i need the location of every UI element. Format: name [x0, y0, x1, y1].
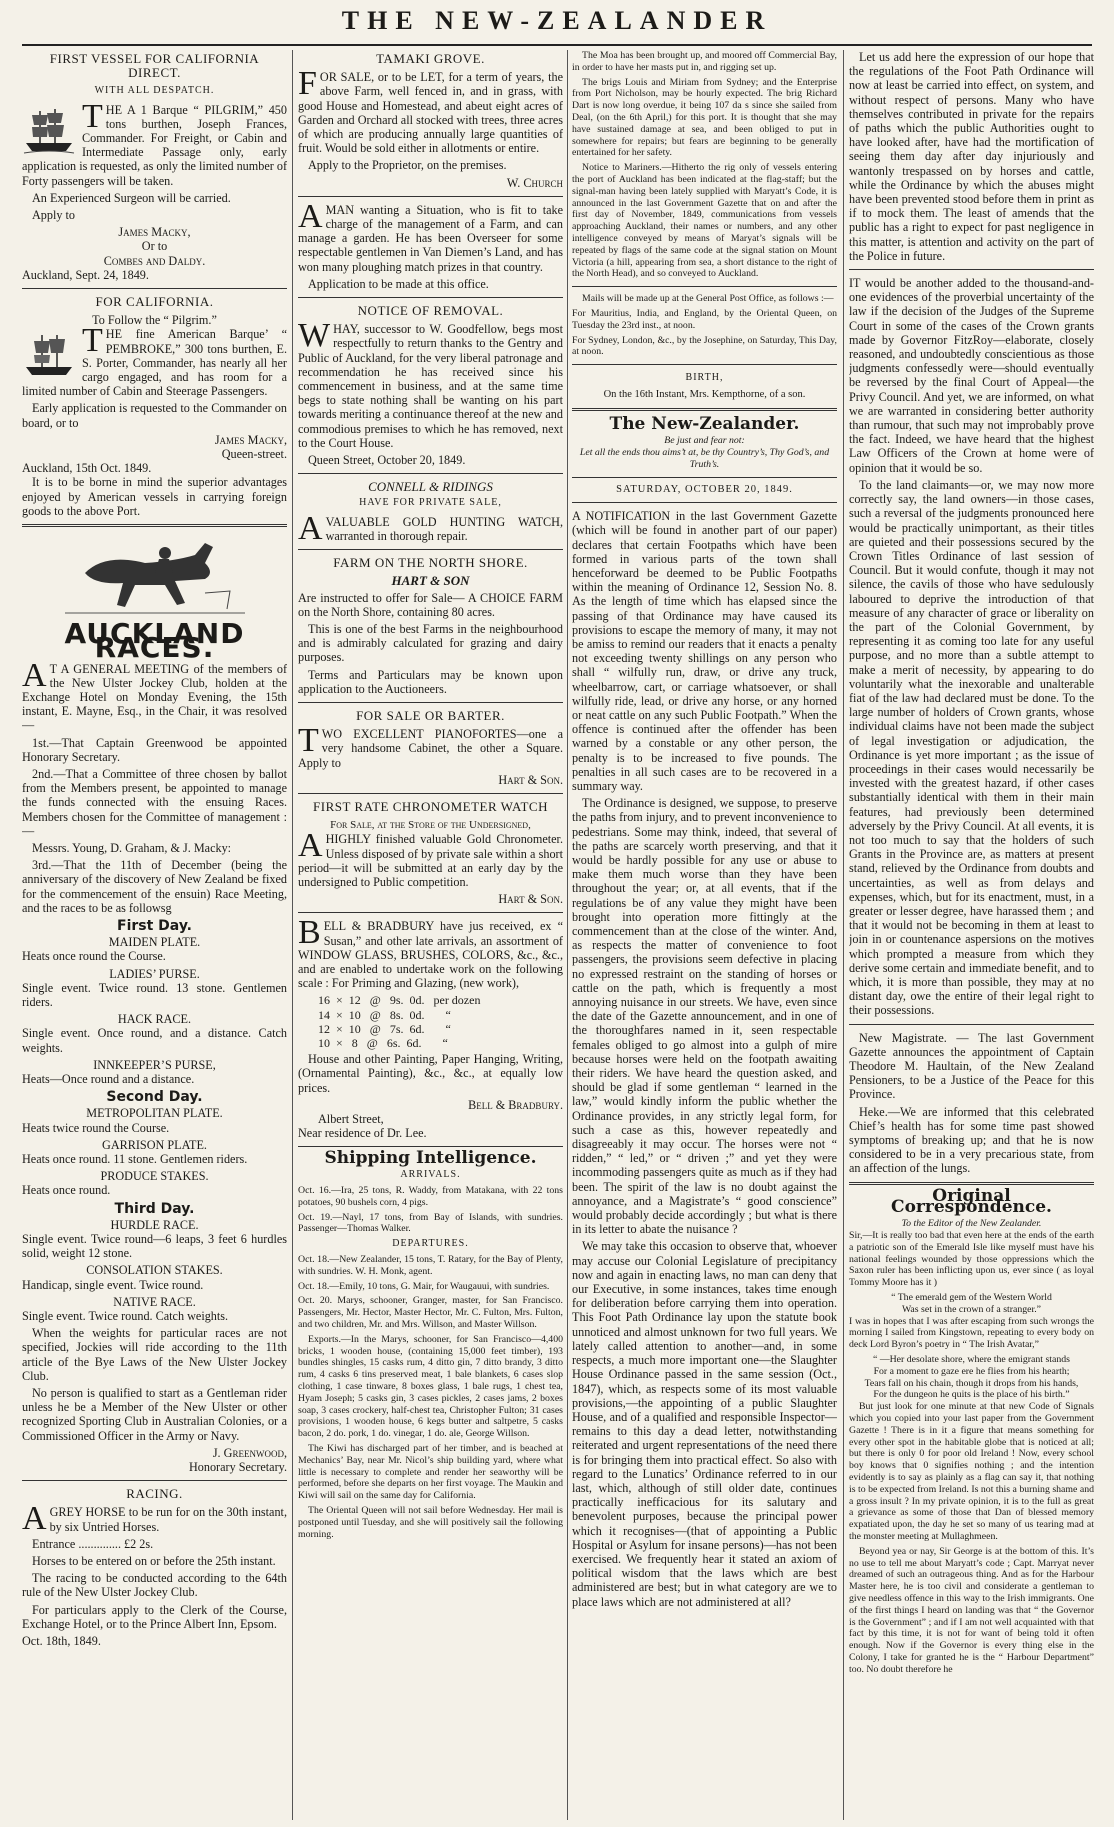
correspondence-section — [849, 1185, 1094, 1676]
tamaki-advert — [298, 52, 563, 190]
bell-address: Albert Street, — [318, 1112, 384, 1126]
column-divider — [843, 50, 844, 1820]
racing-body: AGREY HORSE to be run for on the 30th instant, by six Untried Horses. — [22, 1500, 287, 1538]
shipping-section — [298, 1148, 563, 1540]
column-1 — [22, 50, 287, 1820]
tamaki-signature: W. Church — [506, 175, 563, 190]
paper-title: The New-Zealander. — [609, 413, 800, 434]
california-advert — [22, 295, 287, 518]
divider — [298, 473, 563, 474]
departure-item: Oct. 18.—New Zealander, 15 tons, T. Ratary, for the Bay of Plenty, with sundries. W. H. Monk, agent. — [298, 1253, 563, 1277]
race-name: HURDLE RACE. — [110, 1217, 199, 1232]
racehorse-illustration — [55, 533, 255, 623]
verse-line: Was set in the crown of a stranger.” — [901, 1303, 1042, 1315]
bell-body2: House and other Painting, Paper Hanging, Writing, (Ornamental Painting), &c., &c., at equally low prices. — [298, 1052, 563, 1095]
connell-body: AVALUABLE GOLD HUNTING WATCH, warranted in thorough repair. — [298, 509, 563, 547]
masthead-rule — [22, 44, 1092, 46]
farm-body2: This is one of the best Farms in the neighbourhood and is admirably calculated for grazing and dairy purposes. — [298, 621, 563, 665]
races-signature: J. Greenwood, — [212, 1445, 287, 1460]
removal-date: Queen Street, October 20, 1849. — [308, 453, 466, 468]
divider — [572, 364, 837, 365]
divider — [22, 1480, 287, 1481]
verse-line: Tears fall on his chain, though it drops from his hands, — [864, 1377, 1079, 1389]
editorial-paragraph: The Ordinance is designed, we suppose, to preserve the paths from injury, and to prevent inconvenience to pedestrians. Some may think, indeed, that several of the paths are scarcely worth preserving, and that it would be hardly possible for any use or abuse to make them much worse than they have been throughout the year; or, at all events, that if the regulations be of any value they might have been brought into operation more fittingly at the commencement than at the close of the winter. And, as respects the matter of convenience to foot passengers, the provisions seem defective in placing no expressed restraint on the standing of horses or cattle on the path, which is frequently a most annoying nuisance in our streets. We have, even since the date of the Gazette announcement, and in one of the thoroughfares named in it, seen respectable females obliged to go almost into a gulph of mire because horses were held on the footpath awaiting their riders. We have heard the question asked, and should be glad if some gentleman “ learned in the law,” would kindly inform the public whether the Ordinance provides, in any strictly legal form, for such a case as this, however repeatedly and disagreeably it may occur. The horses were not “ ridden,” “ led,” or “ driven ;” and yet they were incommoding passengers quite as much as if they had been. The spirit of the law is no doubt against the annoyance, and a Magistrate’s “ good conscience” would probably decide accordingly ; but what is there in its letter to abate the nuisance ? — [572, 796, 837, 1237]
vessel-body: THE A 1 Barque “ PILGRIM,” 450 tons burthen, Joseph Frances, Commander. For Freight, or Cabin and Intermediate Passage only, early application is requested, as only the limited number of Forty passengers will be taken. — [22, 97, 287, 188]
california-follow: To Follow the “ Pilgrim.” — [92, 313, 217, 328]
price-row: 10 × 8 @ 6s. 6d. “ — [318, 1035, 448, 1050]
vessel-body2: An Experienced Surgeon will be carried. — [32, 190, 231, 205]
mail-item: For Mauritius, India, and England, by the Oriental Queen, on Tuesday the 23rd inst., at noon. — [572, 307, 837, 331]
mail-item: For Sydney, London, &c., by the Josephine, on Saturday, This Day, at noon. — [572, 334, 837, 358]
divider — [298, 912, 563, 913]
column-divider — [567, 50, 568, 1820]
moa-note: The Moa has been brought up, and moored off Commercial Bay, in order to have her masts put in, and rigging set up. — [572, 50, 837, 73]
race-detail: Single event. Twice round—6 leaps, 3 feet 6 hurdles solid, weight 12 stone. — [22, 1232, 287, 1261]
column-divider — [292, 50, 293, 1820]
race-detail: Single event. Twice round. Catch weights. — [22, 1309, 229, 1324]
racing-date: Oct. 18th, 1849. — [22, 1634, 101, 1649]
racing-body4: For particulars apply to the Clerk of the Course, Exchange Hotel, or to the Prince Albert Inn, Epsom. — [22, 1602, 287, 1631]
shipping-title: Shipping Intelligence. — [324, 1148, 537, 1169]
farm-firm: HART & SON — [391, 573, 470, 589]
divider — [298, 702, 563, 703]
verse-line: “ The emerald gem of the Western World — [891, 1292, 1052, 1304]
editorial-paragraph: Let us add here the expression of our hope that the regulations of the Foot Path Ordinance will now at least be carried into effect, on system, and without respect of persons. Many who have themselves contributed in private for the repairs of paths which the public Authorities ought to have looked after, have had the mortification of seeing them day after day injuriously and wantonly trespassed on by horses and cattle, while the Ordinance by which the abuses might have been prevented stood before them in print as if to mock them. The least of amends that the public has a right to expect for past negligence in this matter, is attention and activity on the part of the Police in future. — [849, 50, 1094, 263]
vessel-advert — [22, 52, 287, 282]
kiwi-item: The Kiwi has discharged part of her timber, and is beached at Mechanics’ Bay, near Mr. Nicol’s ship building yard, where what little is necessary to complete and render her seaworthy will be performed, before she departs on her first voyage. The Maukin and Kiwi will sail on the same day for California. — [298, 1442, 563, 1502]
first-day-heading: First Day. — [117, 917, 192, 934]
farm-advert — [298, 556, 563, 696]
race-name: METROPOLITAN PLATE. — [86, 1106, 223, 1121]
connell-title: CONNELL & RIDINGS — [368, 479, 493, 495]
chronometer-advert — [298, 800, 563, 906]
barter-title: FOR SALE OR BARTER. — [356, 707, 505, 723]
column-3 — [572, 50, 837, 1820]
races-body: AT A GENERAL MEETING of the members of the New Ulster Jockey Club, holden at the Exchange Hotel on Monday Evening, the 15th instant, E. Mayne, Esq., in the Chair, it was resolved— — [22, 656, 287, 733]
motto-line-1: Be just and fear not: — [664, 435, 745, 447]
california-agent: James Macky, — [214, 432, 287, 447]
departure-item: Oct. 18.—Emily, 10 tons, G. Mair, for Waugauui, with sundries. — [298, 1280, 550, 1292]
chronometer-signature: Hart & Son. — [498, 892, 563, 907]
divider — [572, 502, 837, 503]
birth-heading: BIRTH, — [685, 372, 724, 384]
editorial-body — [572, 509, 837, 1609]
vessel-agent2: Combes and Daldy. — [103, 253, 206, 268]
editorial-paragraph: To the land claimants—or, we may now more correctly say, the land owners—in those cases, such a reversal of the judgments pronounced here would be practically unimportant, as their titles are quieted and their possessions secured by the Crown Titles Ordinance of last session of Council. But it would confute, though it may not silence, the cavils of those who have sedulously laboured to deprive the introduction of that measure of any character of grace or liberality on the part of the Colonial Government, by representing it as coming too late for any useful purpose, and no more than a subtle attempt to make a merit of necessity, by appearing to do voluntarily what the inexorable and unalterable fiat of the law had declared must be done. To the large number of holders of Crown grants, whose individual claims have not been made the subject of legal investigation or adjudication, the Ordinance is yet more important ; as the issue of proceedings in their cases would necessarily be invested with the greatest hazard, if other cases substantially identical with them in their main features, had previously been determined adversely by the Privy Council. At all events, it is not too much to say that the holders of such Grants in the Province are, as matters at present stand, relieved by the Ordinance from doubts and uncertainties, as well as from delays and expenses, which, but for its enactment, must, in a greater or lesser degree, have harassed them ; and that it would not be becoming in them at least to join in or countenance aspersions on the motives which prompted a measure from which they derive some certain and immediate benefit, and to which, it is more than possible, they may at no distant day, owe the entire of their legal right to their possessions. — [849, 477, 1094, 1018]
races-resolution-1: 1st.—That Captain Greenwood be appointed Honorary Secretary. — [22, 735, 287, 764]
race-detail: Single event. Once round, and a distance. Catch weights. — [22, 1026, 287, 1055]
racing-title: RACING. — [126, 1486, 183, 1502]
race-detail: Heats once round the Course. — [22, 949, 166, 964]
farm-body: Are instructed to offer for Sale— A CHOICE FARM on the North Shore, containing 80 acres. — [298, 590, 563, 619]
column-2 — [298, 50, 563, 1820]
masthead: THE NEW-ZEALANDER — [341, 6, 773, 35]
column-4 — [849, 50, 1094, 1820]
letter-paragraph: Sir,—It is really too bad that even here at the ends of the earth a patriotic son of the Emerald Isle like myself must have his national feelings wounded by those oppressions which the Saxon ruler has been inflicting upon us, ever since ( as loyal Tommy Moore has it ) — [849, 1230, 1094, 1289]
barter-body: TWO EXCELLENT PIANOFORTES—one a very handsome Cabinet, the other a Square. Apply to — [298, 722, 563, 770]
california-body: THE fine American Barque’ “ PEMBROKE,” 300 tons burthen, E. S. Porter, Commander, has nearly all her cargo engaged, and has room for a limited number of Cabin and Steerage Passengers. — [22, 322, 287, 399]
racing-advert — [22, 1487, 287, 1648]
editorial-paragraph: We may take this occasion to observe that, whoever may accuse our Colonial Legislature of precipitancy now and again in enacting laws, no man can deny that our Executive, in some instances, takes time enough for deliberation before carrying them into operation. This Foot Path Ordinance lay upon the statute book unnoticed and almost unknown for two full years. We lately called attention to another—and, in some respects, a much more important one—the Slaughter House Ordinance passed in the same session (Oct., 1847), which, as respects some of its most valuable provisions,—the appointing of a public Slaughter House, and of a qualified and responsible Inspector—remains to this day a dead letter, notwithstanding reiterated and urgent representations of the need there is for bringing them into practical effect. So also with regard to the Lunatics’ Ordinance referred to in our last, which, although of still older date, continues practically inefficacious for its salutary and benevolent purposes, because the principal power which it recognises—(that of appointing a Public Hospital or Asylum for insane persons)—has not been exercised. We frequently hear it stated an axiom of political wisdom that the laws which are best administered are best; but in what category are we to place laws which are not administered at all? — [572, 1239, 837, 1609]
california-body2: Early application is requested to the Commander on board, or to — [22, 401, 287, 430]
divider — [298, 297, 563, 298]
arrival-item: Oct. 19.—Nayl, 17 tons, from Bay of Islands, with sundries. Passenger—Thomas Walker. — [298, 1211, 563, 1235]
heke-item: Heke.—We are informed that this celebrated Chief’s health has for some time past showed symptoms of breaking up; and that he is now considered to be in a very precarious state, from an affection of the lungs. — [849, 1104, 1094, 1176]
race-name: INNKEEPER’S PURSE, — [93, 1057, 216, 1072]
verse-line: For a moment to gaze ere he flies from his hearth; — [873, 1365, 1070, 1377]
california-address: Queen-street. — [221, 447, 287, 462]
divider — [298, 196, 563, 197]
race-name: HACK RACE. — [117, 1012, 192, 1027]
editorial-paragraph: A NOTIFICATION in the last Government Gazette (which will be found in another part of our paper) declares that certain Footpaths which have been formed in various parts of the town shall henceforward be deemed to be Public Footpaths within the meaning of Ordinance 12, Session No. 8. As the length of time which has elapsed since the passing of that Ordinance may have caused its provisions to escape the memory of many, it may not be amiss to remind our readers that it enacts a penalty not exceeding twenty shillings on any person who shall “ wilfully run, draw, or drive any truck, wheelbarrow, cart, or carriage whatsoever, or shall wilfully ride, lead, or drive any horse, or any horned or neat cattle on any such Public Footpath.” When the offence is continued after the offender has been warned by a constable or any other person, the penalty is to be increased to five pounds. The penalties in all such cases are to be recovered in a summary way. — [572, 509, 837, 793]
vessel-apply: Apply to — [32, 208, 75, 223]
race-name: GARRISON PLATE. — [102, 1137, 207, 1152]
tamaki-body2: Apply to the Proprietor, on the premises. — [308, 158, 507, 173]
verse-line: For the dungeon he quits is the place of his birth.” — [873, 1389, 1070, 1401]
situation-advert — [298, 197, 563, 291]
race-name: CONSOLATION STAKES. — [86, 1263, 223, 1278]
vessel-agent1: James Macky, — [118, 225, 191, 240]
situation-body2: Application to be made at this office. — [308, 276, 489, 291]
california-title: FOR CALIFORNIA. — [95, 294, 214, 310]
magistrate-item: New Magistrate. — The last Government Gazette announces the appointment of Captain Theodore M. Haultain, of the New Zealand Pensioners, to be a Justice of the Peace for this Province. — [849, 1030, 1094, 1102]
race-name: NATIVE RACE. — [113, 1294, 196, 1309]
oriental-item: The Oriental Queen will not sail before Wednesday. Her mail is postponed until Tuesday, and she will positively sail the following morning. — [298, 1504, 563, 1540]
divider — [849, 1182, 1094, 1185]
letter-paragraph: But just look for one minute at that new Code of Signals which you copied into your last paper from the Government Gazette ! There is in it a figure that means something for every other spot in the habitable globe that is noticed at all; but there is only 0 for poor old Ireland ! Now, every school boy knows that 0 signifies nothing ; and the intention evidently is to say as plainly as a flag can say it, that nothing is to be expected from Ireland. Is not this a burning shame and a gross insult ? In my private opinion, it is to the full as great a grievance as some of those that Dan of blessed memory expatiated upon, the day he set so many of us tearing mad at the monster meeting at Mullaghmeen. — [849, 1401, 1094, 1542]
price-table — [318, 993, 563, 1050]
letter-paragraph: Beyond yea or nay, Sir George is at the bottom of this. It’s no use to tell me about Maryatt’s code ; Capt. Marryat never dreamed of such an outrageous thing. And as for the Harbour Master here, he is too civil and considerate a gentleman to give needless offence in this way to the Irish immigrants. One of the first things I heard on landing was that “ the Governor is the Government” ; and if I am not well acquainted with that fact by this time, it is not for want of being told it often enough. Now if the Governor is every thing else in the Colony, I take for granted he is the “ Harbour Department” too. No doubt therefore he — [849, 1545, 1094, 1675]
bell-body: BELL & BRADBURY have jus received, ex “ Susan,” and other late arrivals, an assortment of WINDOW GLASS, BRUSHES, COLORS, &c., &c., and are enabled to undertake work on the following scale : For Priming and Glazing, (new work), — [298, 914, 563, 991]
races-resolution-3: 3rd.—That the 11th of December (being the anniversary of the discovery of New Zealand be fixed for the commencement of the ensuin) Race Meeting, and the races to be as followsg — [22, 858, 287, 915]
news-items — [849, 1031, 1094, 1176]
brigs-note: The brigs Louis and Miriam from Sydney; and the Enterprise from Port Nicholson, may be hourly expected. The brig Richard Dart is now long overdue, it being 107 da s since she sailed from Deal, (on the 6th April,) for this port. It is thought that she may have sustained damage at sea, and been obliged to put in somewhere for repairs; but fears are beginning to be generally entertained for her safety. — [572, 76, 837, 159]
second-day-heading: Second Day. — [106, 1089, 203, 1106]
situation-body: AMAN wanting a Situation, who is fit to take charge of the management of a Farm, and can manage a garden. He has been Overseer for some respectable gentlemen in Van Diemen’s Land, and has won many ploughing match prizes in that country. — [298, 197, 563, 274]
mails-intro: Mails will be made up at the General Post Office, as follows :— — [582, 293, 834, 305]
price-row: 12 × 10 @ 7s. 6d. “ — [318, 1021, 451, 1036]
race-name: MAIDEN PLATE. — [108, 935, 201, 950]
price-row: 14 × 10 @ 8s. 0d. “ — [318, 1007, 451, 1022]
vessel-or: Or to — [141, 239, 168, 254]
divider — [298, 793, 563, 794]
races-resolution-2: 2nd.—That a Committee of three chosen by ballot from the Members present, be appointed to manage the funds connected with the ensuing Races. Members chosen for the Committee of management :— — [22, 766, 287, 838]
departures-heading: DEPARTURES. — [392, 1238, 469, 1250]
chronometer-title: FIRST RATE CHRONOMETER WATCH — [313, 798, 548, 814]
divider — [298, 1146, 563, 1147]
california-note: It is to be borne in mind the superior advantages enjoyed by American vessels in carrying foreign goods to the above Port. — [22, 475, 287, 518]
tamaki-body: FOR SALE, or to be LET, for a term of years, the above Farm, well fenced in, and in grass, with good House and Homestead, and abeut eight acres of Garden and Orchard all stocked with trees, three acres of which are producing annually large quantities of fruit. Would be sold either in allotments or entire. — [298, 65, 563, 156]
racing-body3: The racing to be conducted according to the 64th rule of the New Ulster Jockey Club. — [22, 1571, 287, 1600]
birth-notice — [572, 371, 837, 402]
price-row: 16 × 12 @ 9s. 0d. per dozen — [318, 993, 481, 1008]
race-detail: Heats once round. — [22, 1183, 111, 1198]
dateline: SATURDAY, OCTOBER 20, 1849. — [616, 483, 793, 495]
ship-icon — [22, 105, 76, 155]
removal-title: NOTICE OF REMOVAL. — [357, 303, 504, 319]
races-signature-title: Honorary Secretary. — [188, 1460, 287, 1475]
divider — [22, 524, 287, 527]
vessel-title: FIRST VESSEL FOR CALIFORNIA DIRECT. — [49, 51, 260, 81]
race-detail: Heats once round. 11 stone. Gentlemen riders. — [22, 1152, 248, 1166]
arrival-item: Oct. 16.—Ira, 25 tons, R. Waddy, from Matakana, with 22 tons potatoes, 90 bushels corn, 4 pigs. — [298, 1185, 563, 1208]
vessel-date: Auckland, Sept. 24, 1849. — [22, 267, 149, 282]
connell-advert — [298, 479, 563, 547]
divider — [849, 269, 1094, 270]
birth-detail: On the 16th Instant, Mrs. Kempthorne, of a son. — [603, 389, 806, 401]
connell-subtitle: HAVE FOR PRIVATE SALE, — [359, 497, 502, 509]
race-detail: Heats—Once round and a distance. — [22, 1071, 195, 1086]
race-detail: Single event. Twice round. 13 stone. Gentlemen riders. — [22, 980, 287, 1009]
race-detail: Heats twice round the Course. — [22, 1120, 170, 1135]
race-name: LADIES’ PURSE. — [109, 966, 200, 981]
exports-item: Exports.—In the Marys, schooner, for San Francisco—4,400 bricks, 1 wooden house, (containing 15,000 feet timber), 193 bundles shingles, 15 casks rum, 4 ditto gin, 7 ditto brandy, 3 ditto rum, 4 casks 6 tins preserved meat, 1 bale blankets, 6 cases slop clothing, 1 case tinware, 8 boxes glass, 1 bale rugs, 1 chest tea, Hyam Joseph; 5 casks gin, 3 cases pickles, 2 cases jams, 2 boxes soap, 3 cases crockery, half-chest tea, Christopher Fulton; 31 cases provisions, 1 wooden house, 6 kegs butter and saltpetre, 5 casks bacon, 2 do. pork, 1 do. vinegar, 1 do. ale, George Willson. — [298, 1333, 563, 1440]
third-day-heading: Third Day. — [114, 1200, 195, 1217]
farm-title: FARM ON THE NORTH SHORE. — [333, 555, 528, 571]
bell-bradbury-advert — [298, 914, 563, 1141]
farm-body3: Terms and Particulars may be known upon application to the Auctioneers. — [298, 667, 563, 696]
tamaki-title: TAMAKI GROVE. — [376, 51, 485, 66]
divider — [298, 549, 563, 550]
correspondence-title: Original Correspondence. — [891, 1185, 1052, 1218]
races-members: Messrs. Young, D. Graham, & J. Macky: — [32, 840, 232, 855]
mails-notice — [572, 293, 837, 358]
divider — [572, 477, 837, 478]
removal-notice — [298, 304, 563, 467]
arrivals-heading: ARRIVALS. — [400, 1169, 461, 1181]
bell-signature: Bell & Bradbury. — [468, 1097, 563, 1112]
motto-line-2: Let all the ends thou aims’t at, be thy Country’s, Thy God’s, and Truth’s. — [579, 446, 830, 470]
barter-signature: Hart & Son. — [498, 772, 563, 787]
letter-salutation: To the Editor of the New Zealander. — [901, 1218, 1042, 1230]
vessel-subtitle: WITH ALL DESPATCH. — [94, 85, 215, 97]
mariners-notice: Notice to Mariners.—Hitherto the rig only of vessels entering the port of Auckland has been indicated at the flag-staff; but the signal-man having been lately supplied with Maryatt’s Code, it is announced in the last Government Gazette that on and after the first day of November, 1849, communications from vessels approaching Auckland, their names or numbers, and any other intelligence conveyed by means of Maryat’s signals will be repeated by flags of the same code at the signal station on Mount Victoria (a hill, appearing from sea, a short distance to the right of the North Head), and so conveyed to Auckland. — [572, 162, 837, 280]
verse-line: “ —Her desolate shore, where the emigrant stands — [873, 1354, 1070, 1365]
divider — [22, 288, 287, 289]
chronometer-subtitle: For Sale, at the Store of the Undersigned, — [330, 819, 531, 832]
divider — [572, 408, 837, 411]
editorial-header — [572, 413, 837, 503]
footpath-continuation — [849, 50, 1094, 263]
race-name: PRODUCE STAKES. — [100, 1169, 209, 1184]
races-title: AUCKLAND RACES. — [64, 617, 245, 665]
california-date: Auckland, 15th Oct. 1849. — [22, 461, 152, 476]
bell-address2: Near residence of Dr. Lee. — [298, 1126, 427, 1141]
divider — [572, 286, 837, 287]
race-detail: Handicap, single event. Twice round. — [22, 1277, 204, 1292]
races-advert — [22, 533, 287, 1474]
chronometer-body: AHIGHLY finished valuable Gold Chronometer. Unless disposed of by private sale within a short period—it will be submitted at an early day by the undersigned to Public competition. — [298, 827, 563, 889]
racing-body2: Horses to be entered on or before the 25th instant. — [32, 1554, 276, 1569]
barter-advert — [298, 709, 563, 787]
racing-entrance: Entrance .............. £2 2s. — [32, 1536, 154, 1551]
crown-grants-article — [849, 276, 1094, 1018]
editorial-paragraph: IT would be another added to the thousand-and-one evidences of the proverbial uncertainty of the law if the decision of the Judges of the Supreme Court in some of the cases of the Crown grants made by Governor FitzRoy—elaborate, closely reasoned, and undoubtedly conscientious as those judgments confessedly were—should eventually be reversed by the final Court of Appeal—the Privy Council. And yet, we are informed, on what we are warranted in considering better authority than rumour, that such may not improbably prove the fact. Indeed, we have heard that the highest Law Officers of the Crown at home were of opinion that it would be so. — [849, 276, 1094, 475]
letter-paragraph: I was in hopes that I was after escaping from such wrongs the morning I sailed from Kingstown, repeating to every body on deck Lord Byron’s poetry in “ The Irish Avatar,” — [849, 1315, 1094, 1351]
shipping-notes — [572, 50, 837, 280]
removal-body: WHAY, successor to W. Goodfellow, begs most respectfully to return thanks to the Gentry and Public of Auckland, for the very liberal patronage and recommendation he has received since his commencement in business, and at the same time begs to state nothing shall be wanting on his part towards meriting a continuance thereof at the new and commodious premises to which he has removed, next to the Court House. — [298, 317, 563, 450]
departure-item: Oct. 20. Marys, schooner, Granger, master, for San Francisco. Passengers, Mr. Hector, Master Hector, Mr. C. Fulton, Mrs. Fulton, and two children, Mr. and Mrs. Willson, and Master Willson. — [298, 1295, 563, 1330]
divider — [849, 1024, 1094, 1025]
races-weights-note: When the weights for particular races are not specified, Jockies will ride according to the 11th article of the Bye Laws of the New Ulster Jockey Club. — [22, 1326, 287, 1383]
ship-icon — [22, 329, 76, 379]
races-qualify-note: No person is qualified to start as a Gentleman rider unless he be a Member of the New Ulster or other recognized Sporting Club in Australian Colonies, or a Commissioned Officer in the Army or Navy. — [22, 1386, 287, 1443]
